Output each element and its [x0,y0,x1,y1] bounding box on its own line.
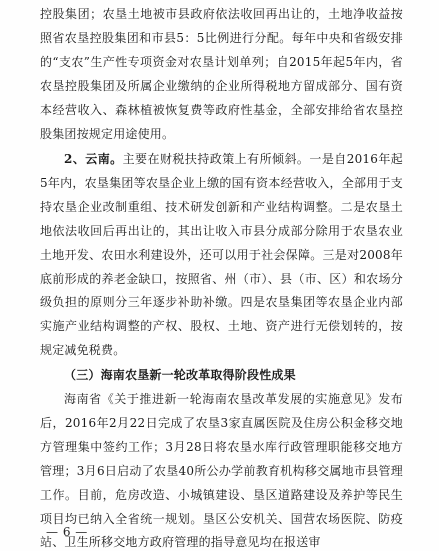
paragraph-yunnan [40,148,403,363]
paragraph-text: 主要在财税扶持政策上有所倾斜。一是自2016年起5年内，农垦集团等农垦企业上缴的国有资本经营收入，全部用于支持农垦企业改制重组、技术研发创新和产业结构调整。二是农垦土地依法收回后再出让的，其出让收入市县分成部分除用于农垦农业土地开发、农田水利建设外，还可以用于社会保障。三是对2008年底前形成的养老金缺口，按照省、州（市）、县（市、区）和农场分级负担的原则分三年逐步补助补缴。四是农垦集团等农垦企业内部实施产业结构调整的产权、股权、土地、资产进行无偿划转的，按规定减免税费。 [40,152,403,358]
section-label-yunnan: 2、云南。 [64,152,123,166]
paragraph-hainan-land-revenue [40,3,403,146]
page-number: — 6 — [46,525,88,539]
section-heading-text: （三）海南农垦新一轮改革取得阶段性成果 [64,368,296,382]
section-heading-hainan-reform [40,364,403,388]
paragraph-text: 控股集团；农垦土地被市县政府依法收回再出让的，土地净收益按照省农垦控股集团和市县5：5比例进行分配。每年中央和省级安排的“支农”生产性专项资金对农垦计划单列；自2015年起5年内，省农垦控股集团及所属企业缴纳的企业所得税地方留成部分、国有资本经营收入、森林植被恢复费等政府性基金，全部安排给省农垦控股集团按规定用途使用。 [40,7,403,141]
paragraph-hainan-reform [40,388,403,555]
paragraph-text: 海南省《关于推进新一轮海南农垦改革发展的实施意见》发布后，2016年2月22日完成了农垦3家直属医院及住房公积金移交地方管理集中签约工作；3月28日将农垦水库行政管理职能移交地方管理；3月6日启动了农垦40所公办学前教育机构移交属地市县管理工作。目前，危房改造、小城镇建设、垦区道路建设及养护等民生项目均已纳入全省统一规划。垦区公安机关、国营农场医院、防疫站、卫生所移交地方政府管理的指导意见均在报送审 [40,392,403,550]
